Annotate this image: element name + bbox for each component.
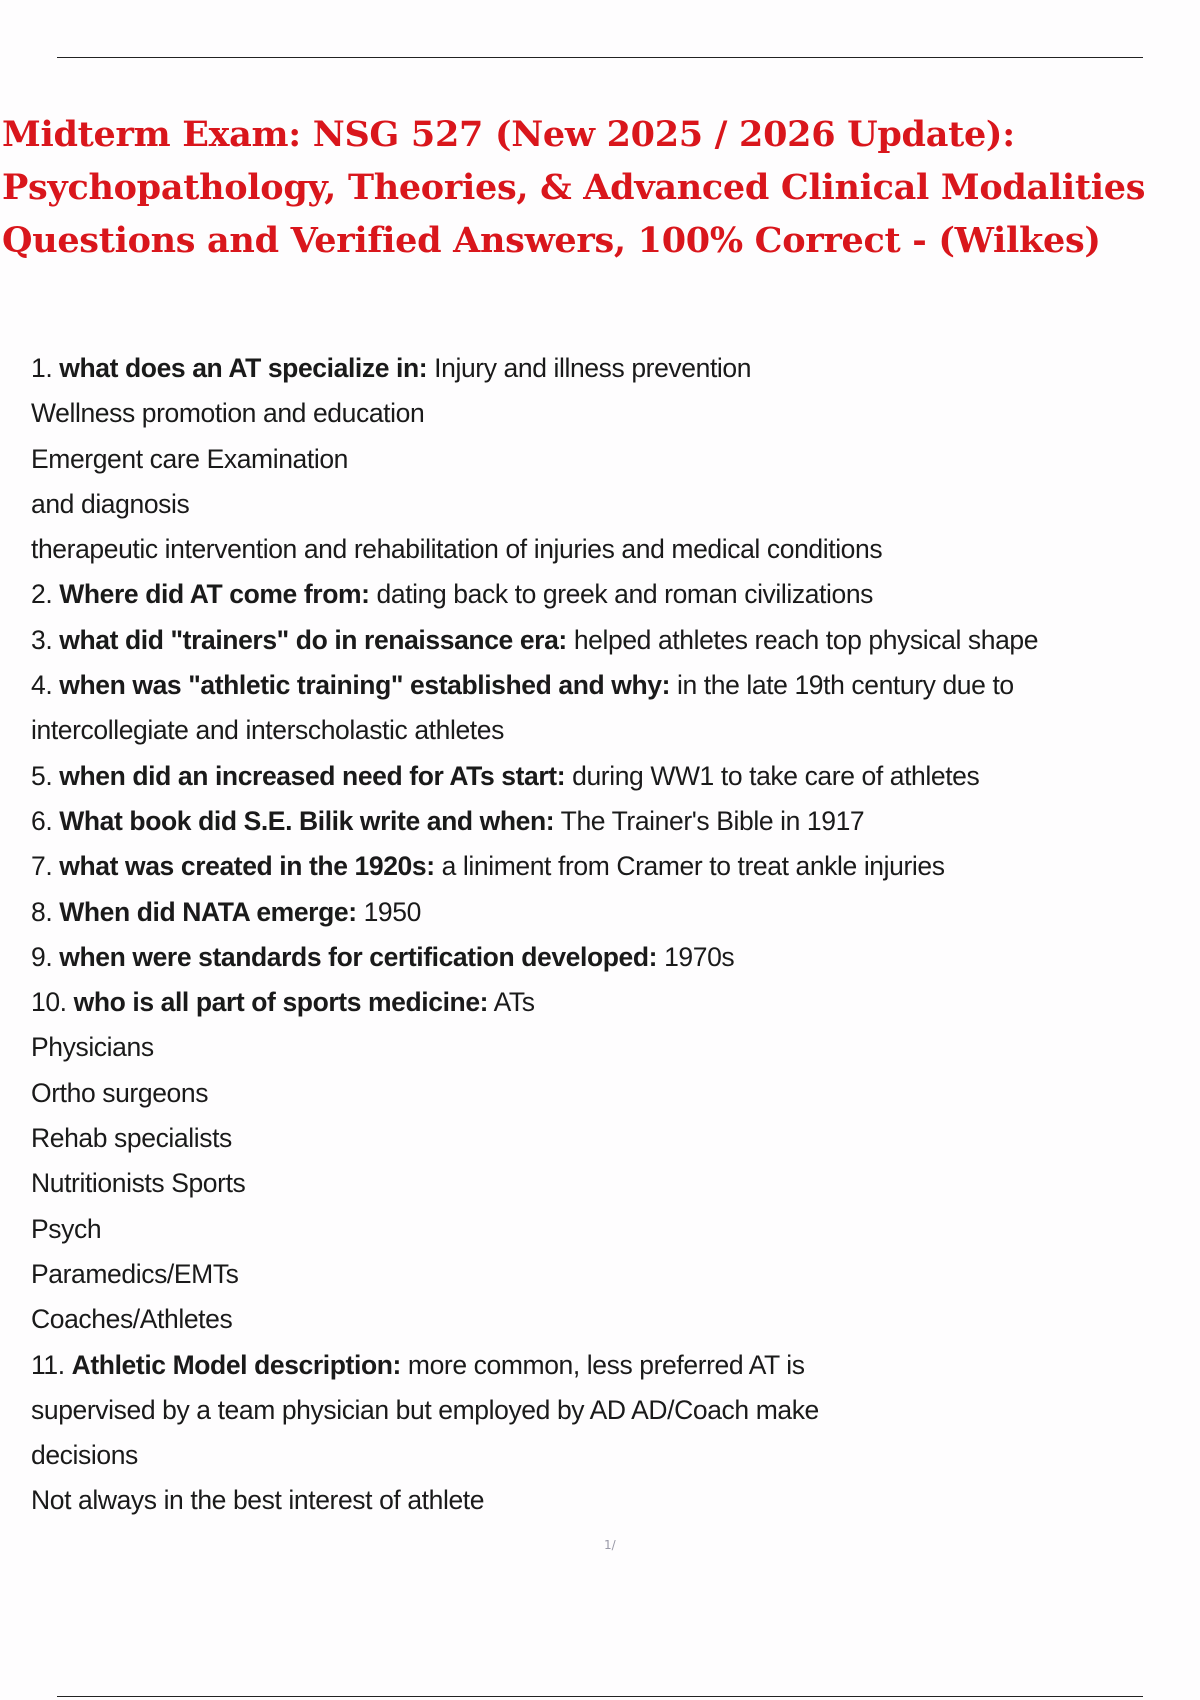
- question-text: What book did S.E. Bilik write and when:: [59, 805, 555, 836]
- answer-continuation: Wellness promotion and education: [31, 398, 425, 429]
- question-number: 7.: [31, 851, 53, 882]
- question-row: [31, 1343, 1171, 1388]
- title-line-1: Midterm Exam: NSG 527 (New 2025 / 2026 Update):: [2, 114, 1015, 155]
- answer-continuation: Paramedics/EMTs: [31, 1258, 239, 1289]
- answer-continuation: Psych: [31, 1213, 102, 1244]
- question-number: 4.: [31, 670, 53, 701]
- question-text: Where did AT come from:: [59, 579, 370, 610]
- question-row: [31, 663, 1171, 708]
- bottom-rule: [57, 1696, 1143, 1697]
- question-text: when did an increased need for ATs start:: [59, 760, 566, 791]
- question-row: [31, 754, 1171, 799]
- answer-text: a liniment from Cramer to treat ankle injuries: [441, 851, 945, 882]
- question-number: 3.: [31, 624, 53, 655]
- question-row: [31, 346, 1171, 391]
- answer-continuation: Emergent care Examination: [31, 443, 348, 474]
- question-number: 6.: [31, 805, 53, 836]
- title-line-3: Questions and Verified Answers, 100% Correct - (Wilkes): [2, 220, 1101, 261]
- question-row: [31, 890, 1171, 935]
- question-number: 10.: [31, 987, 67, 1018]
- question-text: what was created in the 1920s:: [59, 851, 435, 882]
- question-text: what does an AT specialize in:: [59, 353, 428, 383]
- answer-continuation: and diagnosis: [31, 488, 190, 519]
- question-row: [31, 572, 1171, 617]
- answer-text: Injury and illness prevention: [434, 353, 752, 383]
- question-row: [31, 935, 1171, 980]
- answer-continuation: therapeutic intervention and rehabilitation of injuries and medical conditions: [31, 534, 883, 565]
- question-text: who is all part of sports medicine:: [73, 987, 489, 1018]
- question-number: 2.: [31, 579, 53, 610]
- answer-continuation: Physicians: [31, 1032, 154, 1063]
- answer-text: ATs: [493, 987, 535, 1018]
- question-number: 9.: [31, 941, 53, 972]
- answer-text: The Trainer's Bible in 1917: [560, 805, 865, 836]
- question-row: [31, 980, 1171, 1025]
- answer-continuation: Rehab specialists: [31, 1123, 232, 1154]
- answer-text: 1970s: [664, 941, 735, 972]
- answer-continuation: Not always in the best interest of athlete: [31, 1485, 485, 1516]
- answer-text: helped athletes reach top physical shape: [573, 624, 1039, 655]
- top-rule: [57, 57, 1143, 58]
- answer-text: during WW1 to take care of athletes: [572, 760, 980, 791]
- question-row: [31, 618, 1171, 663]
- title-line-2: Psychopathology, Theories, & Advanced Clinical Modalities: [2, 167, 1146, 208]
- answer-continuation: supervised by a team physician but employed by AD AD/Coach make: [31, 1394, 819, 1425]
- question-text: what did "trainers" do in renaissance era:: [59, 624, 567, 655]
- question-row: [31, 799, 1171, 844]
- question-row: [31, 844, 1171, 889]
- answer-continuation: intercollegiate and interscholastic athletes: [31, 715, 504, 746]
- question-number: 8.: [31, 896, 53, 927]
- answer-text: dating back to greek and roman civilizations: [376, 579, 874, 610]
- document-title: [2, 108, 1192, 267]
- answer-text: 1950: [363, 896, 421, 927]
- question-text: when were standards for certification developed:: [59, 941, 658, 972]
- question-text: Athletic Model description:: [71, 1349, 401, 1380]
- answer-continuation: Ortho surgeons: [31, 1077, 209, 1108]
- answer-continuation: decisions: [31, 1440, 138, 1471]
- answer-continuation: Nutritionists Sports: [31, 1168, 246, 1199]
- answer-continuation: Coaches/Athletes: [31, 1304, 233, 1335]
- question-text: when was "athletic training" established and why:: [59, 670, 671, 701]
- page-number: 1/: [604, 1538, 616, 1552]
- question-text: When did NATA emerge:: [59, 896, 357, 927]
- question-number: 5.: [31, 760, 53, 791]
- qa-list: [31, 346, 1171, 1524]
- question-number: 1.: [31, 353, 53, 383]
- question-number: 11.: [31, 1349, 65, 1380]
- answer-text: more common, less preferred AT is: [407, 1349, 805, 1380]
- answer-text: in the late 19th century due to: [676, 670, 1014, 701]
